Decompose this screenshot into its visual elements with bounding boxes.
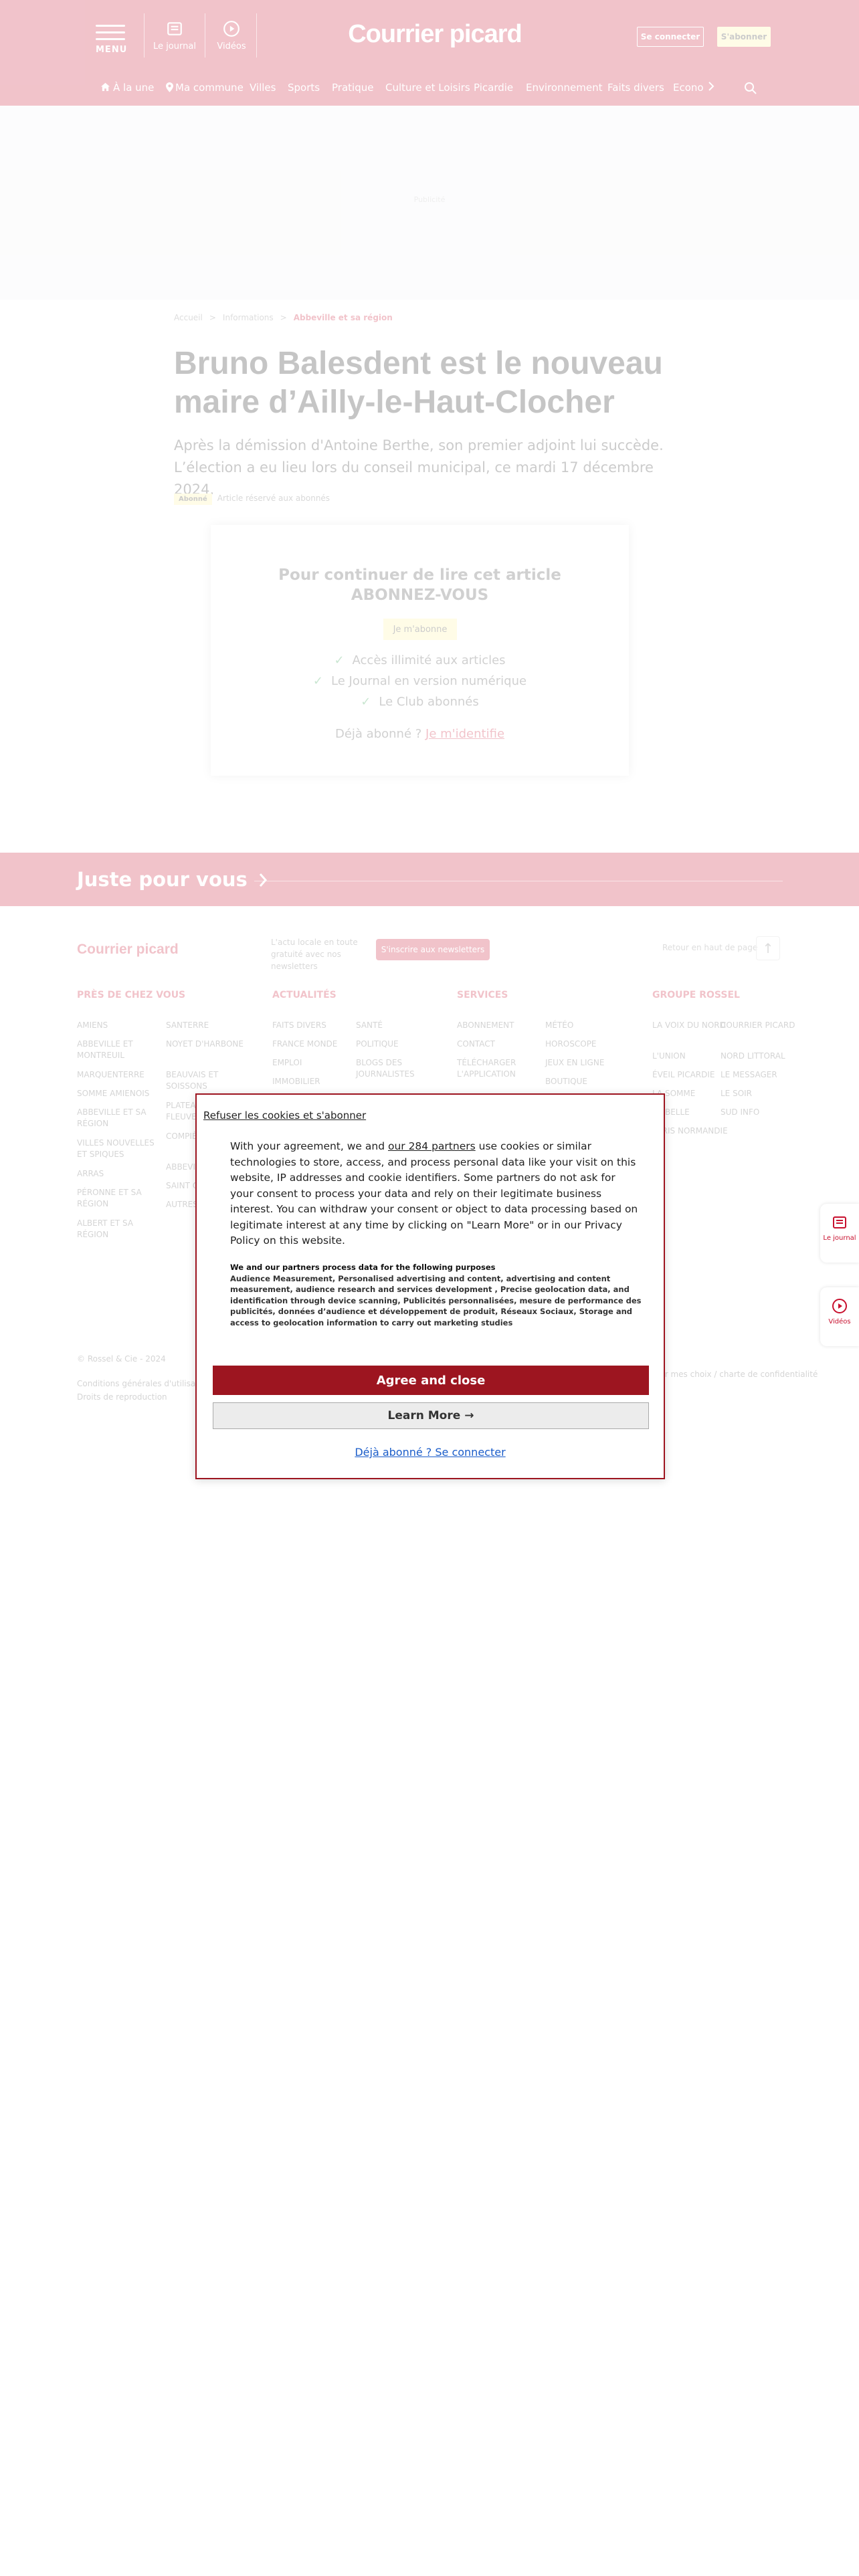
consent-purposes <box>230 1262 642 1329</box>
refuse-and-subscribe-link[interactable]: Refuser les cookies et s'abonner <box>203 1109 367 1121</box>
learn-more-button[interactable]: Learn More → <box>213 1402 649 1429</box>
play-icon <box>832 1298 848 1314</box>
newspaper-icon <box>832 1214 848 1230</box>
consent-text: With your agreement, we and our 284 partners use cookies or similar technologies to store, access, and process personal data like your visit on this website, IP addresses and cookie identifiers. Some partners do not ask for your consent to process your data and rely on their legitimate business interest. You can withdraw your consent or object to data processing based on legitimate interest at any time by clicking on "Learn More" or in our Privacy Policy on this website. <box>230 1140 638 1247</box>
purposes-list: Audience Measurement, Personalised advertising and content, advertising and content measurement, audience research and services development , Precise geolocation data, and identification through device scanning, Publicités personnalisées, mesure de performance des publicités, données d’audience et développement de produit, Réseaux Sociaux, Storage and access to geolocation information to carry out marketing studies <box>230 1273 642 1327</box>
purposes-heading: We and our partners process data for the following purposes <box>230 1263 496 1272</box>
cookie-consent-dialog <box>195 1093 665 1479</box>
side-tab-journal[interactable]: Le journal <box>820 1204 859 1263</box>
side-tab-videos[interactable]: Vidéos <box>820 1287 859 1346</box>
subscriber-login-link[interactable]: Déjà abonné ? Se connecter <box>355 1446 506 1459</box>
partners-link[interactable]: our 284 partners <box>387 1140 476 1152</box>
agree-and-close-button[interactable]: Agree and close <box>213 1366 649 1395</box>
